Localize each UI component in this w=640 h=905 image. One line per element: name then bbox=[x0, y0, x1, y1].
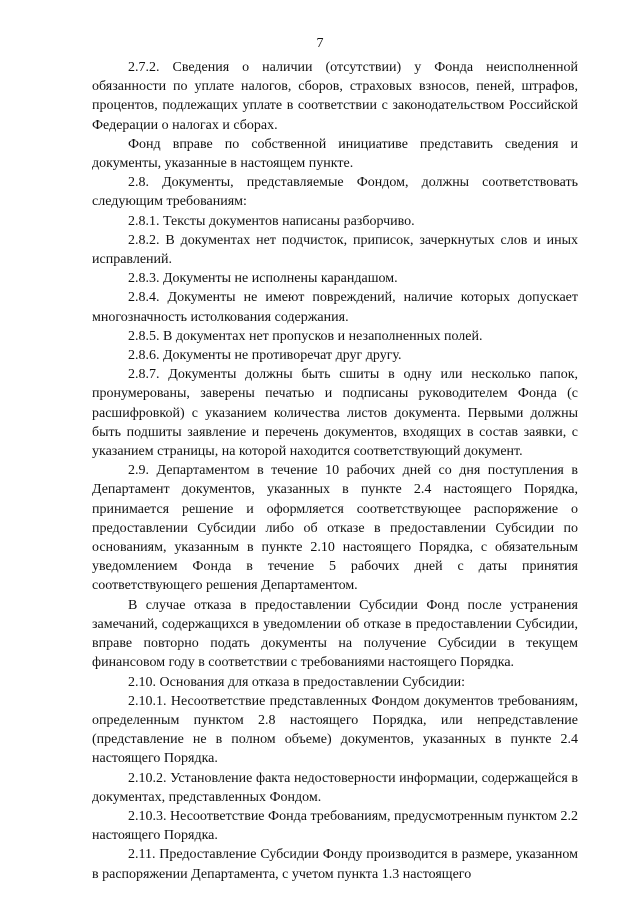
paragraph-2-8-5: 2.8.5. В документах нет пропусков и незаполненных полей. bbox=[128, 328, 483, 344]
paragraph-2-8-3: 2.8.3. Документы не исполнены карандашом. bbox=[128, 271, 398, 287]
paragraph-2-8-1: 2.8.1. Тексты документов написаны разборчиво. bbox=[128, 213, 415, 229]
paragraph-2-8-2: 2.8.2. В документах нет подчисток, приписок, зачеркнутых слов и иных исправлений. bbox=[92, 232, 578, 268]
paragraph-2-10: 2.10. Основания для отказа в предоставлении Субсидии: bbox=[128, 674, 465, 690]
paragraph-refusal-resubmission: В случае отказа в предоставлении Субсидии Фонд после устранения замечаний, содержащихся в уведомлении об отказе в предоставлении Субсидии, вправе повторно подать документы на получение Субсидии в текущем финансовом году в соответствии с требованиями настоящего Порядка. bbox=[92, 597, 578, 671]
paragraph-2-10-2: 2.10.2. Установление факта недостоверности информации, содержащейся в документах, представленных Фондом. bbox=[92, 770, 578, 805]
paragraph-2-8-7: 2.8.7. Документы должны быть сшиты в одну или несколько папок, пронумерованы, заверены печатью и подписаны руководителем Фонда (с расшифровкой) с указанием количества листов документа. Первыми должны быть подшиты заявление и перечень документов, входящих в состав заявки, с указанием страницы, на которой находится соответствующий документ. bbox=[92, 367, 578, 460]
paragraph-2-10-3: 2.10.3. Несоответствие Фонда требованиям, предусмотренным пунктом 2.2 настоящего Порядка. bbox=[92, 808, 578, 844]
paragraph-2-8-6: 2.8.6. Документы не противоречат друг другу. bbox=[128, 348, 402, 364]
paragraph-2-11: 2.11. Предоставление Субсидии Фонду производится в размере, указанном в распоряжении Департамента, с учетом пункта 1.3 настоящего bbox=[92, 847, 578, 882]
paragraph-fund-initiative: Фонд вправе по собственной инициативе представить сведения и документы, указанные в настоящем пункте. bbox=[92, 136, 578, 172]
paragraph-2-8-4: 2.8.4. Документы не имеют повреждений, наличие которых допускает многозначность истолкования содержания. bbox=[92, 290, 578, 325]
page-number: 7 bbox=[316, 36, 324, 51]
paragraph-2-9: 2.9. Департаментом в течение 10 рабочих дней со дня поступления в Департамент документов, указанных в пункте 2.4 настоящего Порядка, принимается решение и оформляется соответствующее распоряжение о предоставлении Субсидии либо об отказе в предоставлении Субсидии по основаниям, указанным в пункте 2.10 настоящего Порядка, с обязательным уведомлением Фонда в течение 5 рабочих дней с даты принятия соответствующего решения Департаментом. bbox=[92, 463, 578, 594]
paragraph-2-7-2: 2.7.2. Сведения о наличии (отсутствии) у Фонда неисполненной обязанности по уплате налогов, сборов, страховых взносов, пеней, штрафов, процентов, подлежащих уплате в соответствии с законодательством Российской Федерации о налогах и сборах. bbox=[92, 60, 578, 133]
paragraph-2-10-1: 2.10.1. Несоответствие представленных Фондом документов требованиям, определенным пунктом 2.8 настоящего Порядка, или непредставление (представление не в полном объеме) документов, указанных в пункте 2.4 настоящего Порядка. bbox=[92, 693, 578, 767]
document-body bbox=[92, 58, 578, 884]
paragraph-2-8: 2.8. Документы, представляемые Фондом, должны соответствовать следующим требованиям: bbox=[92, 175, 578, 210]
